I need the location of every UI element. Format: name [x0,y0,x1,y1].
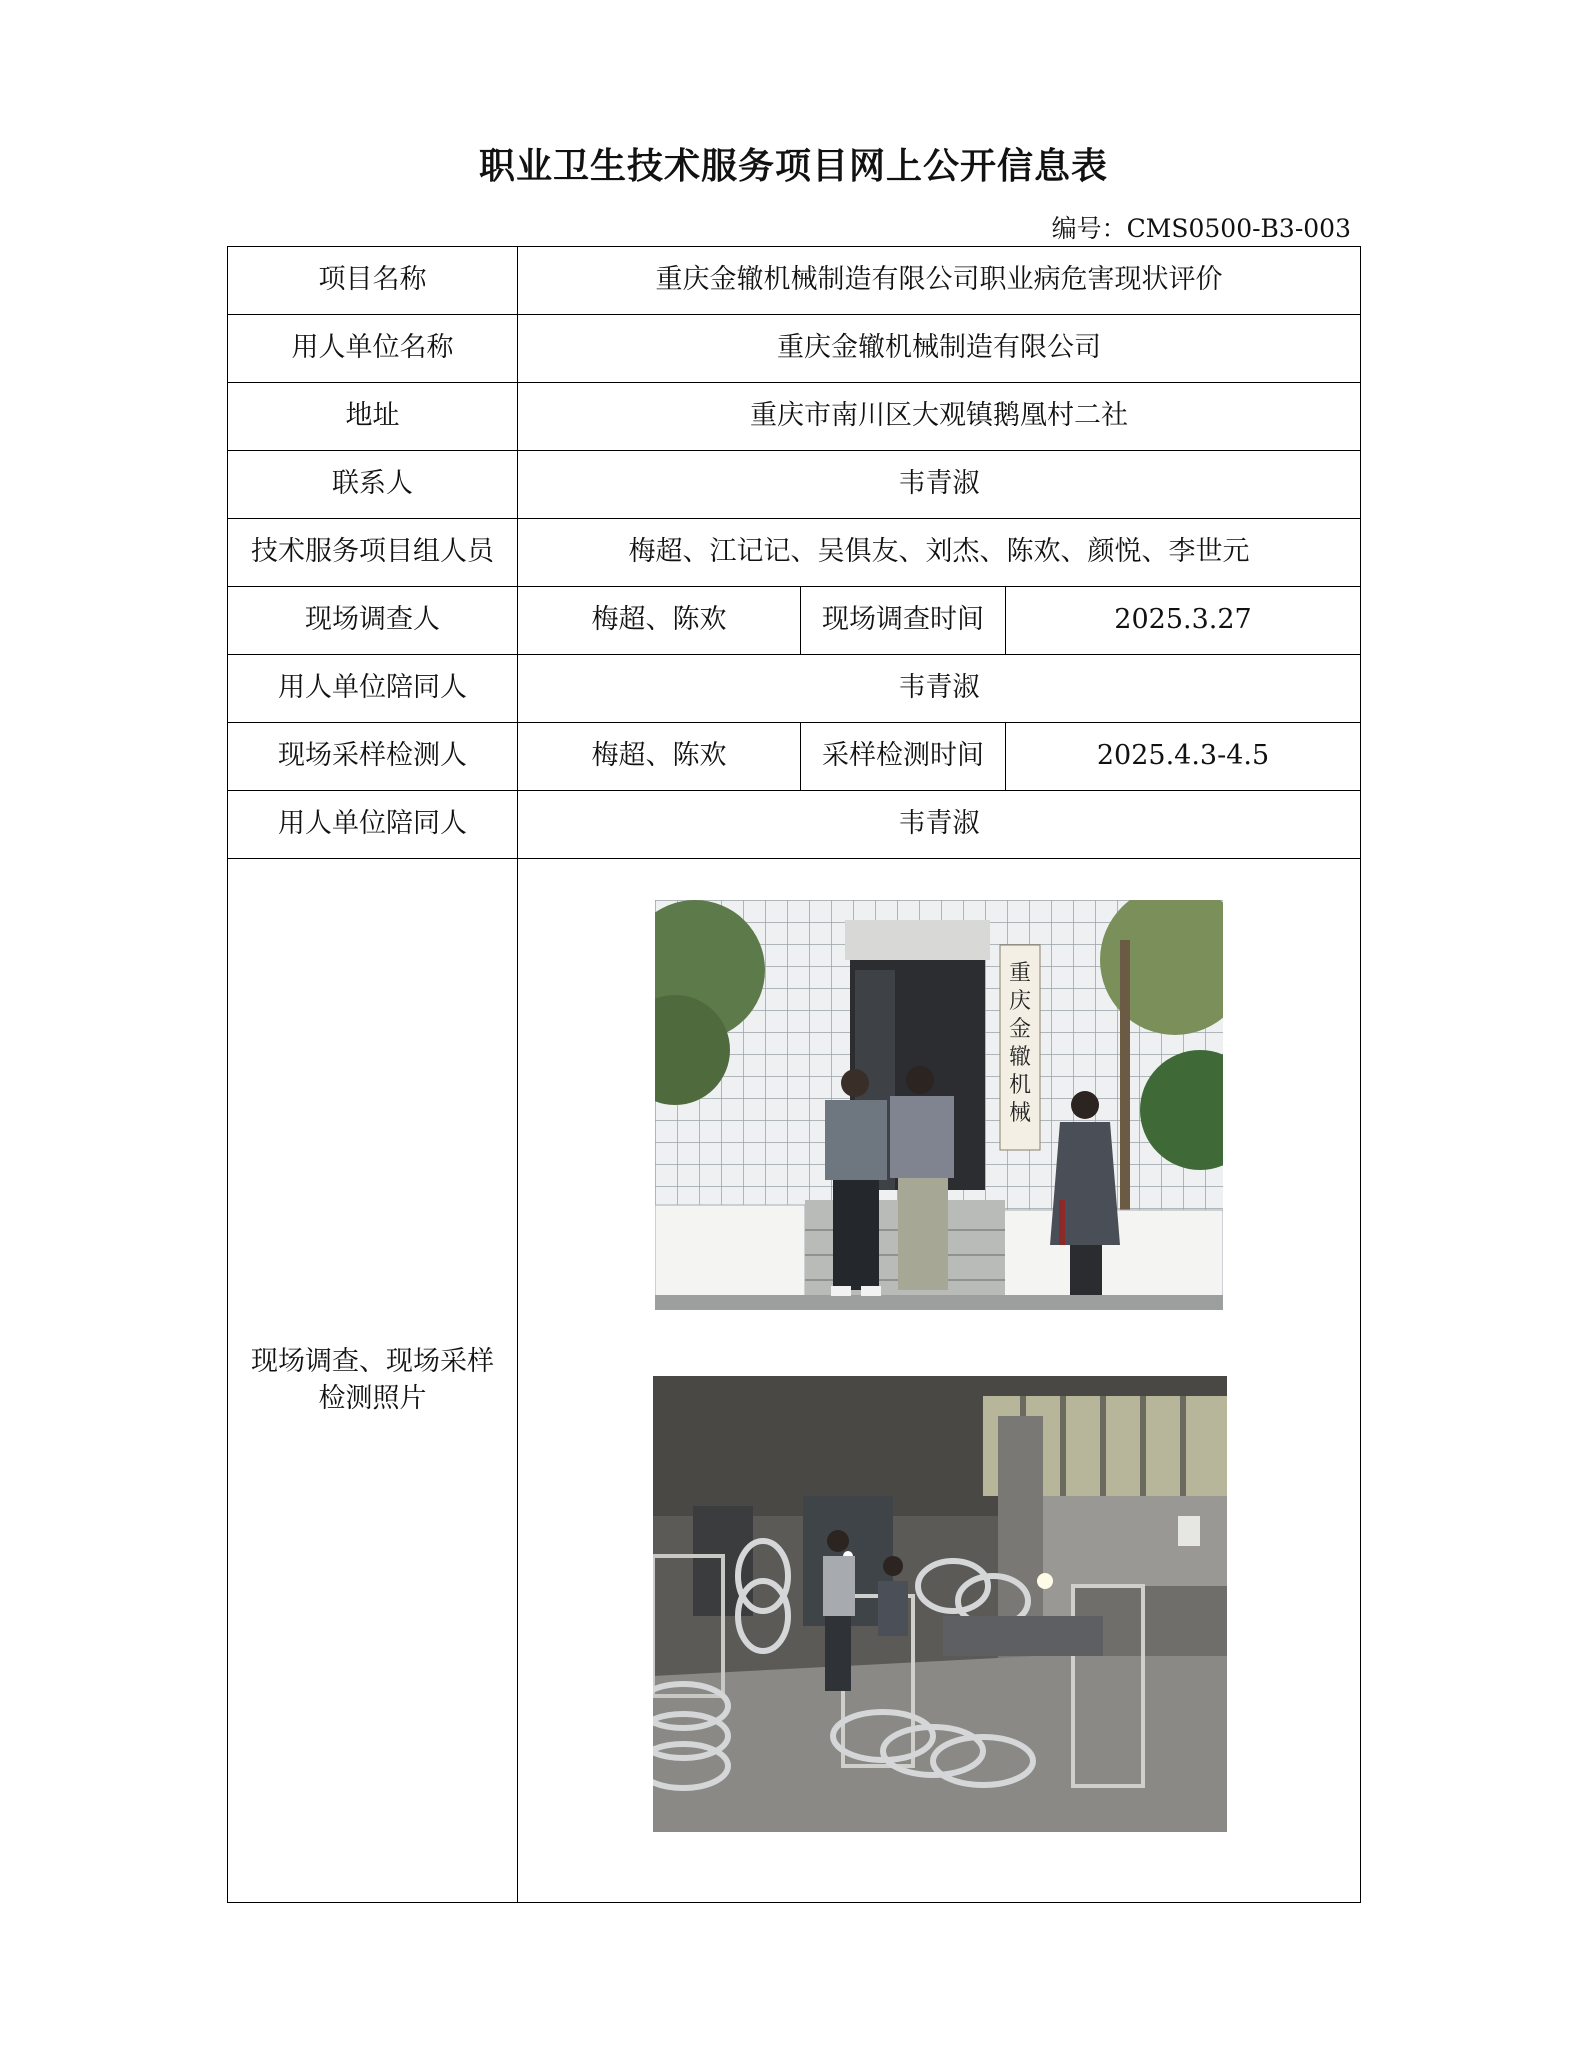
table-row [228,723,1361,791]
document-title: 职业卫生技术服务项目网上公开信息表 [478,146,1108,187]
contact-label: 联系人 [228,451,518,519]
sampling-time-label: 采样检测时间 [801,723,1006,791]
sampling-time-value: 2025.4.3-4.5 [1006,723,1361,791]
table-row [228,655,1361,723]
employer-name-label: 用人单位名称 [228,315,518,383]
sampling-escort-label: 用人单位陪同人 [228,791,518,859]
entrance-photo [655,900,1223,1310]
svg-text:辙: 辙 [1008,1045,1032,1070]
address-label: 地址 [228,383,518,451]
employer-name-value: 重庆金辙机械制造有限公司 [518,315,1361,383]
address-value: 重庆市南川区大观镇鹅凰村二社 [518,383,1361,451]
survey-person-value: 梅超、陈欢 [518,587,801,655]
survey-escort-value: 韦青淑 [518,655,1361,723]
sampling-escort-value: 韦青淑 [518,791,1361,859]
document-number: 编号：CMS0500-B3-003 [1051,214,1351,243]
svg-text:械: 械 [1008,1101,1032,1126]
info-table [227,246,1361,1903]
svg-text:金: 金 [1008,1017,1032,1042]
contact-value: 韦青淑 [518,451,1361,519]
table-row [228,451,1361,519]
svg-text:机: 机 [1008,1073,1032,1098]
table-row [228,859,1361,1903]
photos-cell [518,859,1361,1903]
survey-escort-label: 用人单位陪同人 [228,655,518,723]
table-row [228,519,1361,587]
svg-text:庆: 庆 [1008,989,1032,1014]
table-row [228,383,1361,451]
survey-person-label: 现场调查人 [228,587,518,655]
svg-text:重: 重 [1008,961,1032,986]
sampling-person-value: 梅超、陈欢 [518,723,801,791]
project-name-value: 重庆金辙机械制造有限公司职业病危害现状评价 [518,247,1361,315]
survey-time-value: 2025.3.27 [1006,587,1361,655]
table-row [228,247,1361,315]
team-value: 梅超、江记记、吴俱友、刘杰、陈欢、颜悦、李世元 [518,519,1361,587]
workshop-photo [653,1376,1227,1832]
table-row [228,315,1361,383]
team-label: 技术服务项目组人员 [228,519,518,587]
sampling-person-label: 现场采样检测人 [228,723,518,791]
table-row [228,791,1361,859]
survey-time-label: 现场调查时间 [801,587,1006,655]
photos-label: 现场调查、现场采样检测照片 [228,859,518,1903]
table-row [228,587,1361,655]
project-name-label: 项目名称 [228,247,518,315]
